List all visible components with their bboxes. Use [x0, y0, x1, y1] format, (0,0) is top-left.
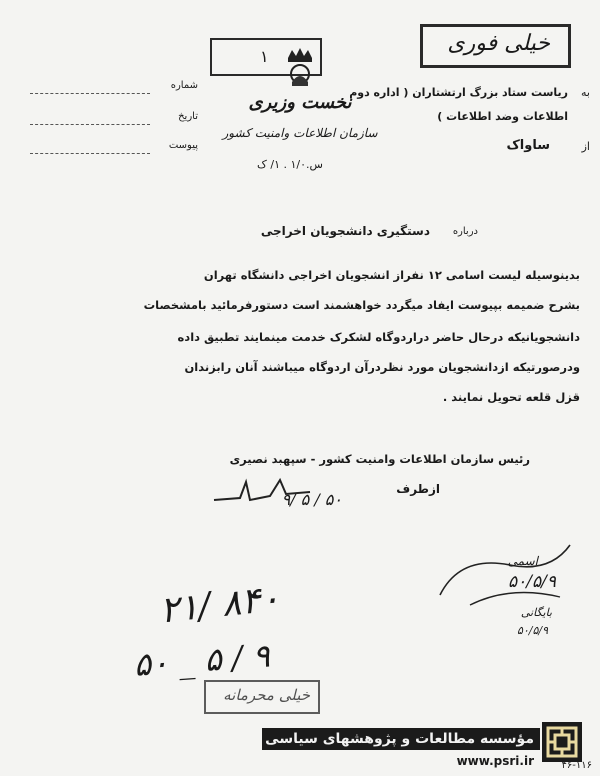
institute-name: مؤسسه مطالعات و پژوهشهای سیاسی: [262, 728, 540, 750]
subject-label: درباره: [452, 226, 478, 237]
page-code: ۴۶-۱۱۶: [561, 760, 592, 771]
body-line-3: دانشجویانیکه درحال حاضر دراردوگاه لشکرک خدمت مینمایند تطبیق داده: [177, 330, 580, 344]
from-prefix: از: [581, 140, 590, 153]
body-line-2: بشرح ضمیمه بپیوست ایفاد میگردد خواهشمند است دستورفرمائید بامشخصات: [143, 298, 580, 312]
annotation-archive-date: ۵۰/۵/۹: [516, 624, 548, 637]
body-line-5: قزل قلعه تحویل نمایند .: [442, 390, 580, 404]
field-date-label: تاریخ: [178, 111, 198, 122]
to-prefix: به: [581, 86, 590, 99]
top-number: ۱: [260, 47, 269, 66]
field-date-line: [30, 124, 150, 125]
institute-url: www.psri.ir: [456, 754, 534, 768]
institute-logo-icon: [542, 722, 582, 762]
signature-behalf: ازطرف: [396, 482, 440, 496]
field-attachment-label: پیوست: [168, 140, 198, 151]
ref-code: س.۱/۰ . ۱/ ک: [257, 158, 323, 171]
body-line-4: ودرصورتیکه ازدانشجویان مورد نظردرآن اردوگاه میباشند آنان رابزندان: [184, 360, 580, 374]
signature-date: ۹/ ۵ / ۵۰: [281, 490, 342, 509]
annotation-archive: بایگانی: [520, 606, 552, 619]
bottom-stamp: [204, 680, 320, 714]
emblem-title: نخست وزیری: [248, 92, 352, 113]
emblem: [280, 46, 320, 90]
field-number-label: شماره: [170, 80, 198, 91]
lion-sun-crown-icon: [280, 46, 320, 90]
to-line-2: اطلاعات وضد اطلاعات ): [437, 110, 568, 123]
handwritten-date: ۵۰ _ ۵ / ۹: [132, 636, 272, 684]
to-line-1: ریاست ستاد بزرگ ارتشتاران ( اداره دوم: [349, 86, 568, 99]
handwritten-signature: [210, 470, 320, 510]
field-attachment-line: [30, 153, 150, 154]
bottom-stamp-text: خیلی محرمانه: [223, 686, 310, 704]
urgency-stamp: [420, 24, 571, 68]
from-value: ساواک: [506, 138, 550, 153]
field-number-line: [30, 93, 150, 94]
urgency-stamp-text: خیلی فوری: [447, 31, 550, 56]
subject-text: دستگیری دانشجویان اخراجی: [260, 224, 430, 238]
annotation-date: ۵۰/۵/۹: [508, 572, 556, 592]
body-line-1: بدینوسیله لیست اسامی ۱۲ نفراز انشجویان اخراجی دانشگاه تهران: [203, 268, 580, 282]
annotation-name: اسمی: [507, 554, 538, 568]
handwritten-number: ۲۱/ ۸۴۰: [157, 578, 282, 632]
signature-title: رئیس سازمان اطلاعات وامنیت کشور - سپهبد نصیری: [229, 452, 530, 466]
emblem-subtitle: سازمان اطلاعات وامنیت کشور: [222, 126, 378, 140]
